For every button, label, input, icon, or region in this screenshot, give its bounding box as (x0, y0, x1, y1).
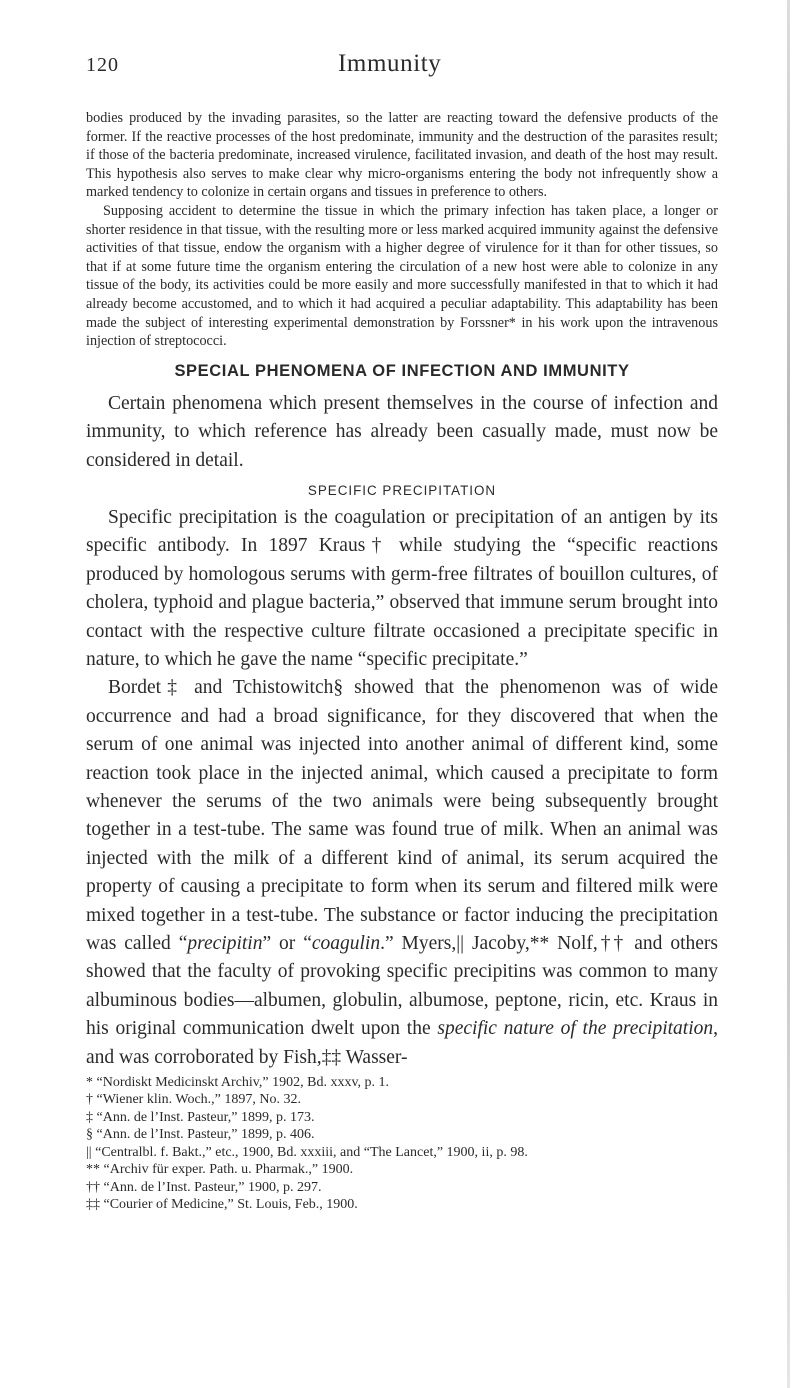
page-number: 120 (86, 54, 119, 76)
paragraph-5-text-c: .” Myers,|| Jacoby,** Nolf,†† and others showed that the faculty of provoking specific precipitins was common to many albuminous bodies—albumen, globulin, albumose, peptone, ricin, etc. Kraus in his original communication dwelt upon the (86, 933, 718, 1040)
paragraph-5-text-b: ” or “ (262, 933, 312, 955)
term-coagulin: coagulin (311, 933, 381, 955)
footnote: ‡‡ “Courier of Medicine,” St. Louis, Feb., 1900. (86, 1196, 358, 1212)
paragraph-5 (86, 674, 718, 1072)
text-column (86, 109, 718, 1213)
paragraph-5-text-a: Bordet‡ and Tchistowitch§ showed that the phenomenon was of wide occurrence and had a broad significance, for they discovered that when the serum of one animal was injected into another animal of different kind, some reaction took place in the injected animal, which caused a precipitate to form whenever the serums of the two animals were being subsequently brought together in a test-tube. The same was found true of milk. When an animal was injected with the milk of a different kind of animal, its serum acquired the property of causing a precipitate to form when its serum and filtered milk were mixed together in a test-tube. The substance or factor inducing the precipitation was called “ (86, 677, 718, 955)
paragraph-2: Supposing accident to determine the tissue in which the primary infection has taken place, a longer or shorter residence in that tissue, with the resulting more or less marked acquired immunity against the defensive activities of that tissue, endow the organism with a higher degree of virulence for it than for other tissues, so that if at some future time the organism entering the circulation of a new host were able to colonize in any tissue of the body, its activities could be more easily and more successfully manifested in that to which it had already become accustomed, and to which it had acquired a peculiar adaptability. This adaptability has been made the subject of interesting experimental demonstration by Forssner* in his work upon the intravenous injection of streptococci. (86, 202, 718, 350)
footnote: †† “Ann. de l’Inst. Pasteur,” 1900, p. 297. (86, 1179, 322, 1195)
footnote: ** “Archiv für exper. Path. u. Pharmak.,” 1900. (86, 1162, 354, 1178)
term-precipitin: precipitin (187, 933, 263, 955)
footnote: † “Wiener klin. Woch.,” 1897, No. 32. (86, 1092, 302, 1108)
page-edge-line (787, 0, 790, 1388)
paragraph-5-text-d: , and was corroborated by Fish,‡‡ Wasser- (86, 1018, 719, 1068)
paragraph-1: bodies produced by the invading parasites, so the latter are reacting toward the defensive products of the former. If the reactive processes of the host predominate, immunity and the destruction of the parasites result; if those of the bacteria predominate, increased virulence, facilitated invasion, and death of the host may result. This hypothesis also serves to make clear why micro-organisms entering the body not infrequently show a marked tendency to colonize in certain organs and tissues in preference to others. (86, 110, 718, 201)
subsection-heading: SPECIFIC PRECIPITATION (307, 482, 497, 498)
paragraph-3: Certain phenomena which present themselves in the course of infection and immunity, to which reference has already been casually made, must now be considered in detail. (86, 392, 718, 471)
footnote: ‡ “Ann. de l’Inst. Pasteur,” 1899, p. 173. (86, 1109, 315, 1125)
term-specific-nature: specific nature of the precipitation (437, 1018, 714, 1040)
section-heading: SPECIAL PHENOMENA OF INFECTION AND IMMUNITY (174, 361, 630, 380)
paragraph-4: Specific precipitation is the coagulation or precipitation of an antigen by its specific antibody. In 1897 Kraus† while studying the “specific reactions produced by homologous serums with germ-free filtrates of bouillon cultures, of cholera, typhoid and plague bacteria,” observed that immune serum brought into contact with the respective culture filtrate occasioned a precipitate specific in nature, to which he gave the name “specific precipitate.” (86, 506, 718, 670)
footnotes (86, 1074, 718, 1213)
footnote: * “Nordiskt Medicinskt Archiv,” 1902, Bd. xxxv, p. 1. (86, 1075, 390, 1091)
footnote: || “Centralbl. f. Bakt.,” etc., 1900, Bd. xxxiii, and “The Lancet,” 1900, ii, p. 98. (86, 1144, 528, 1160)
running-title: Immunity (338, 50, 442, 77)
footnote: § “Ann. de l’Inst. Pasteur,” 1899, p. 406. (86, 1127, 315, 1143)
